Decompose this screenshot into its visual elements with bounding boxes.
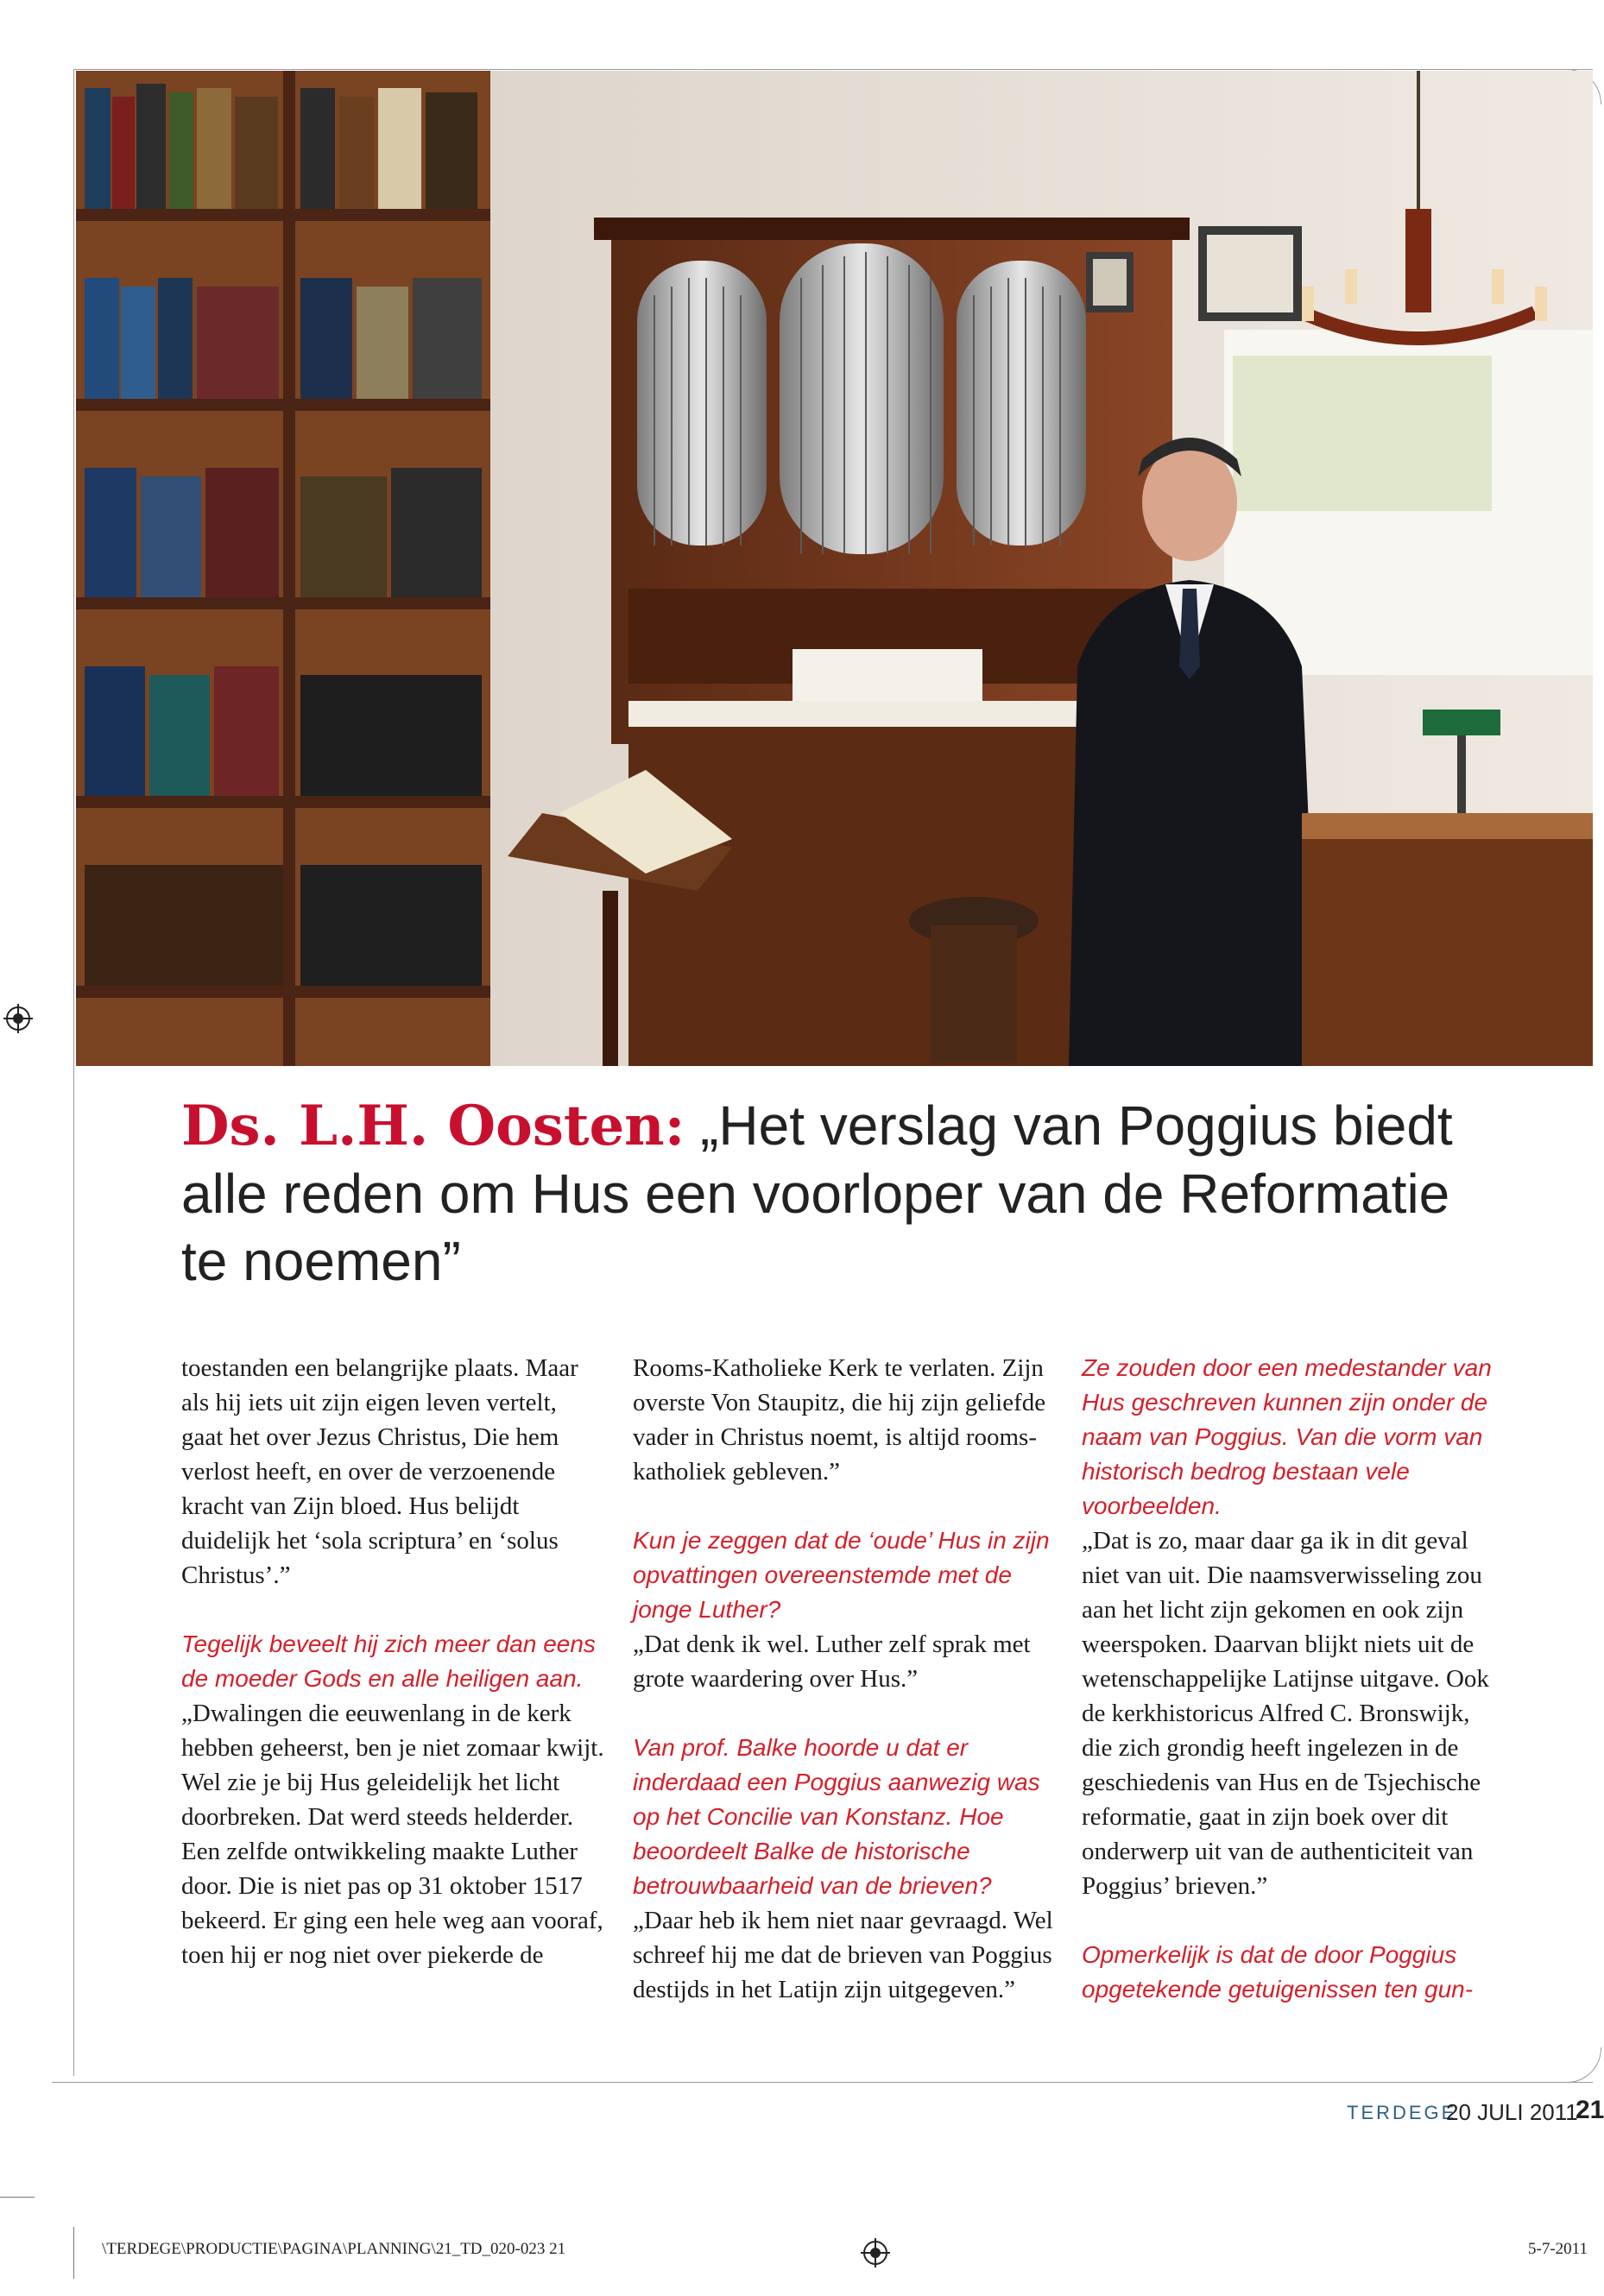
article-column-2 (633, 1351, 1056, 2007)
paragraph-gap (633, 1489, 1056, 1523)
crop-mark (73, 2227, 74, 2279)
registration-mark-icon (3, 1004, 33, 1033)
interview-question: Opmerkelijk is dat de door Poggius opgetekende getuigenissen ten gun- (1082, 1941, 1474, 2003)
headline-name: Ds. L.H. Oosten: (181, 1094, 685, 1158)
print-slug-date: 5-7-2011 (1528, 2240, 1588, 2258)
paragraph-gap (633, 1696, 1056, 1731)
body-paragraph: „Daar heb ik hem niet naar gevraagd. Wel schreef hij me dat de brieven van Poggius destijds in het Latijn zijn uitgegeven.” (633, 1907, 1053, 2003)
article-photo (76, 71, 1593, 1066)
paragraph-gap (181, 1593, 604, 1627)
article-column-3 (1082, 1351, 1505, 2007)
page-frame-bottom (52, 2082, 1593, 2083)
publication-name: TERDEGE (1347, 2102, 1457, 2123)
body-paragraph: Rooms-Katholieke Kerk te verlaten. Zijn overste Von Staupitz, die hij zijn geliefde vader in Christus noemt, is altijd rooms-katholiek gebleven.” (633, 1354, 1046, 1485)
interview-question: Tegelijk beveelt hij zich meer dan eens de moeder Gods en alle heiligen aan. (181, 1631, 596, 1692)
body-paragraph: toestanden een belangrijke plaats. Maar als hij iets uit zijn eigen leven vertelt, gaat het over Jezus Christus, Die hem verlost heeft, en over de verzoenende kracht van Zijn bloed. Hus belijdt duidelijk het ‘sola scriptura’ en ‘solus Christus’.” (181, 1354, 578, 1589)
page-number: 21 (1576, 2096, 1604, 2124)
body-paragraph: „Dwalingen die eeuwenlang in de kerk hebben geheerst, ben je niet zomaar kwijt. Wel zie je bij Hus geleidelijk het licht doorbreken. Dat werd steeds helderder. Een zelfde ontwikkeling maakte Luther door. Die is niet pas op 31 oktober 1517 bekeerd. Er ging een hele weg aan vooraf, toen hij er nog niet over piekerde de (181, 1700, 604, 1969)
headline-quote: „Het verslag van Poggius biedt alle reden om Hus een voorloper van de Reformatie te noemen” (181, 1094, 1453, 1292)
paragraph-gap (1082, 1903, 1505, 1938)
body-paragraph: „Dat denk ik wel. Luther zelf sprak met grote waardering over Hus.” (633, 1631, 1031, 1693)
issue-date: 20 JULI 2011 (1446, 2099, 1578, 2125)
interview-question: Ze zouden door een medestander van Hus geschreven kunnen zijn onder de naam van Poggius. Van die vorm van historisch bedrog bestaan vele voorbeelden. (1082, 1354, 1492, 1519)
crop-mark (0, 2197, 35, 2198)
page-frame-left (73, 69, 74, 2076)
page-frame-corner-bottom (1566, 2047, 1601, 2083)
registration-mark-icon (861, 2238, 890, 2268)
article-column-1 (181, 1351, 604, 1972)
interview-question: Van prof. Balke hoorde u dat er inderdaad een Poggius aanwezig was op het Concilie van Konstanz. Hoe beoordeelt Balke de historische betrouwbaarheid van de brieven? (633, 1734, 1040, 1899)
article-headline (181, 1092, 1476, 1295)
page-frame-top (73, 69, 1593, 70)
print-slug: \TERDEGE\PRODUCTIE\PAGINA\PLANNING\21_TD_020-023 21 (102, 2240, 566, 2258)
body-paragraph: „Dat is zo, maar daar ga ik in dit geval niet van uit. Die naamsverwisseling zou aan het licht zijn gekomen en ook zijn weerspoken. Daarvan blijkt niets uit de wetenschappelijke Latijnse uitgave. Ook de kerkhistoricus Alfred C. Bronswijk, die zich grondig heeft ingelezen in de geschiedenis van Hus en de Tsjechische reformatie, gaat in zijn boek over dit onderwerp uit van de authenticiteit van Poggius’ brieven.” (1082, 1527, 1489, 1900)
interview-question: Kun je zeggen dat de ‘oude’ Hus in zijn opvattingen overeenstemde met de jonge Luther? (633, 1527, 1050, 1623)
